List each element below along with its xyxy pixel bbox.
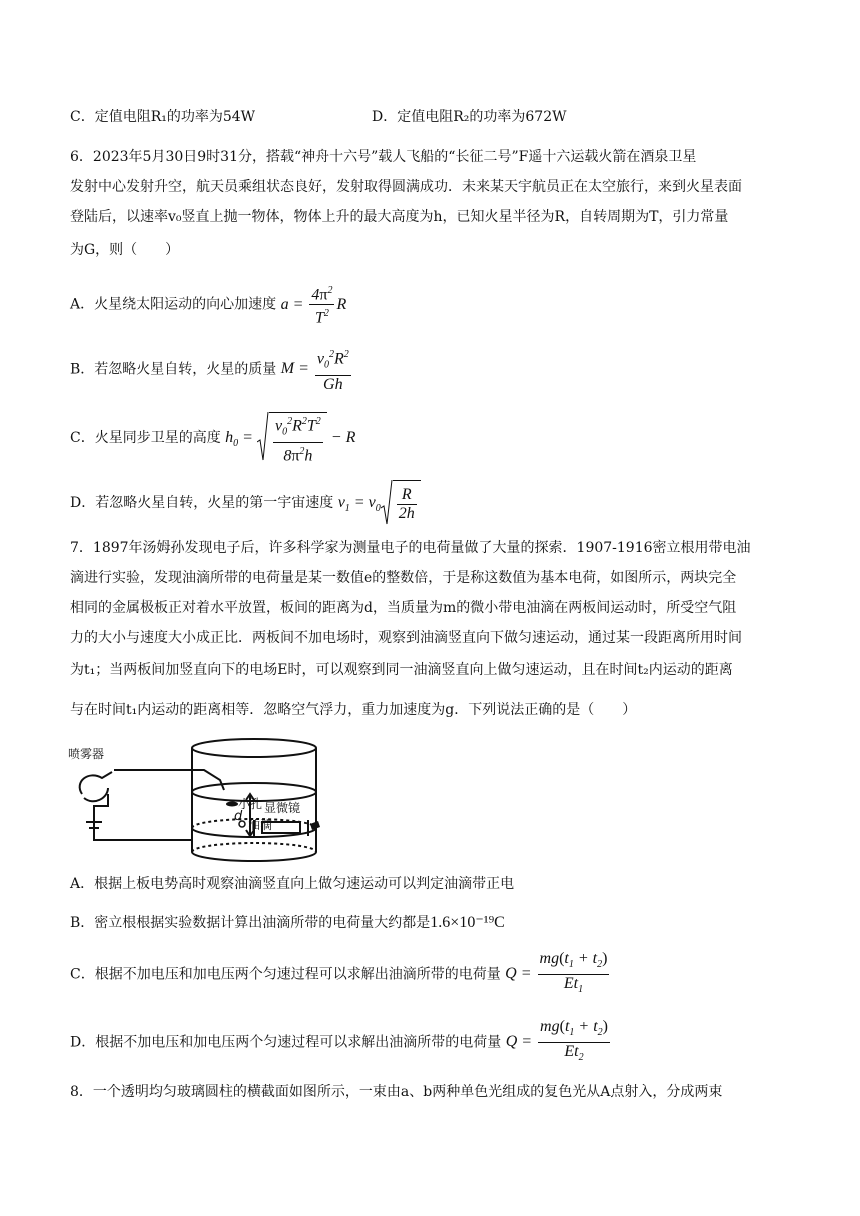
q5-option-c: C．定值电阻R₁的功率为54W: [70, 109, 256, 125]
microscope-label: 显微镜: [264, 801, 301, 815]
q6-option-c-text: C．火星同步卫星的高度: [70, 430, 221, 447]
q6-option-b: [70, 346, 353, 394]
q6-option-b-text: B．若忽略火星自转，火星的质量: [70, 361, 277, 378]
q7-option-d-text: D．根据不加电压和加电压两个匀速过程可以求解出油滴所带的电荷量: [70, 1034, 502, 1051]
q7-option-d: [70, 1018, 612, 1067]
q7-option-d-formula: Q = $\frac{mg(t_1 + t_2)}{Et_2}$: [505, 1018, 608, 1064]
q6-option-d-text: D．若忽略火星自转，火星的第一宇宙速度: [70, 495, 334, 512]
q7-stem-line-1: 7．1897年汤姆孙发现电子后，许多科学家为测量电子的电荷量做了大量的探索．1907-1916密立根用带电油: [70, 540, 751, 556]
q7-option-b: [70, 913, 505, 933]
q6-option-c-formula: $h_0$ = $\frac{v_0^2R^2T^2}{8\pi^2h}$ − R: [225, 429, 355, 446]
q7-stem-line-5: 为t₁；当两板间加竖直向下的电场E时，可以观察到同一油滴竖直向上做匀速运动，且在时间t₂内运动的距离: [70, 662, 733, 678]
q7-option-c: [70, 950, 611, 999]
q7-option-c-text: C．根据不加电压和加电压两个匀速过程可以求解出油滴所带的电荷量: [70, 966, 501, 983]
q6-option-d: [70, 480, 421, 532]
q7-option-b-text: B．密立根根据实验数据计算出油滴所带的电荷量大约都是: [70, 915, 431, 931]
q6-option-c: [70, 412, 355, 469]
q6-option-b-formula: M = $\frac{v_0^2R^2}{Gh}$: [281, 360, 353, 377]
hole-label: 小孔: [238, 797, 263, 811]
q7-stem-line-6: 与在时间t₁内运动的距离相等．忽略空气浮力，重力加速度为g．下列说法正确的是（ ）: [70, 702, 637, 718]
q6-option-d-formula: $v_1 = v_0$ $\frac{R}{2h}$: [338, 494, 421, 511]
drop-label: 油滴: [248, 818, 273, 832]
q6-stem-line-2: 发射中心发射升空，航天员乘组状态良好，发射取得圆满成功．未来某天宇航员正在太空旅行，来到火星表面: [70, 179, 742, 195]
q7-stem-line-2: 滴进行实验，发现油滴所带的电荷量是某一数值e的整数倍，于是称这数值为基本电荷，如图所示，两块完全: [70, 570, 737, 586]
q7-option-a: A．根据上板电势高时观察油滴竖直向上做匀速运动可以判定油滴带正电: [70, 876, 515, 892]
q7-stem-line-4: 力的大小与速度大小成正比．两板间不加电场时，观察到油滴竖直向下做匀速运动，通过某一段距离所用时间: [70, 630, 742, 646]
q6-option-a-text: A．火星绕太阳运动的向心加速度: [70, 296, 277, 313]
q6-option-a: [70, 282, 346, 328]
sprayer-label: 喷雾器: [68, 747, 105, 761]
q5-option-d: D．定值电阻R₂的功率为672W: [372, 109, 567, 125]
millikan-apparatus-figure: [64, 732, 336, 868]
q6-stem-line-3: 登陆后，以速率v₀竖直上抛一物体，物体上升的最大高度为h，已知火星半径为R，自转周期为T，引力常量: [70, 209, 729, 225]
q8-stem-line-1: 8．一个透明均匀玻璃圆柱的横截面如图所示，一束由a、b两种单色光组成的复色光从A点射入，分成两束: [70, 1084, 723, 1100]
q6-stem-line-1: 6．2023年5月30日9时31分，搭载“神舟十六号”载人飞船的“长征二号”F遥十六运载火箭在酒泉卫星: [70, 149, 697, 165]
plate-gap-label: d: [234, 809, 243, 824]
q7-option-c-formula: Q = $\frac{mg(t_1 + t_2)}{Et_1}$: [505, 950, 608, 996]
q6-stem-line-4: 为G，则（ ）: [70, 242, 180, 258]
q7-option-b-value: 1.6×10⁻¹⁹C: [430, 914, 505, 931]
q7-stem-line-3: 相同的金属极板正对着水平放置，板间的距离为d，当质量为m的微小带电油滴在两板间运动时，所受空气阻: [70, 600, 737, 616]
q6-option-a-formula: a = $\frac{4\pi^2}{T^2}$ R: [281, 296, 347, 313]
